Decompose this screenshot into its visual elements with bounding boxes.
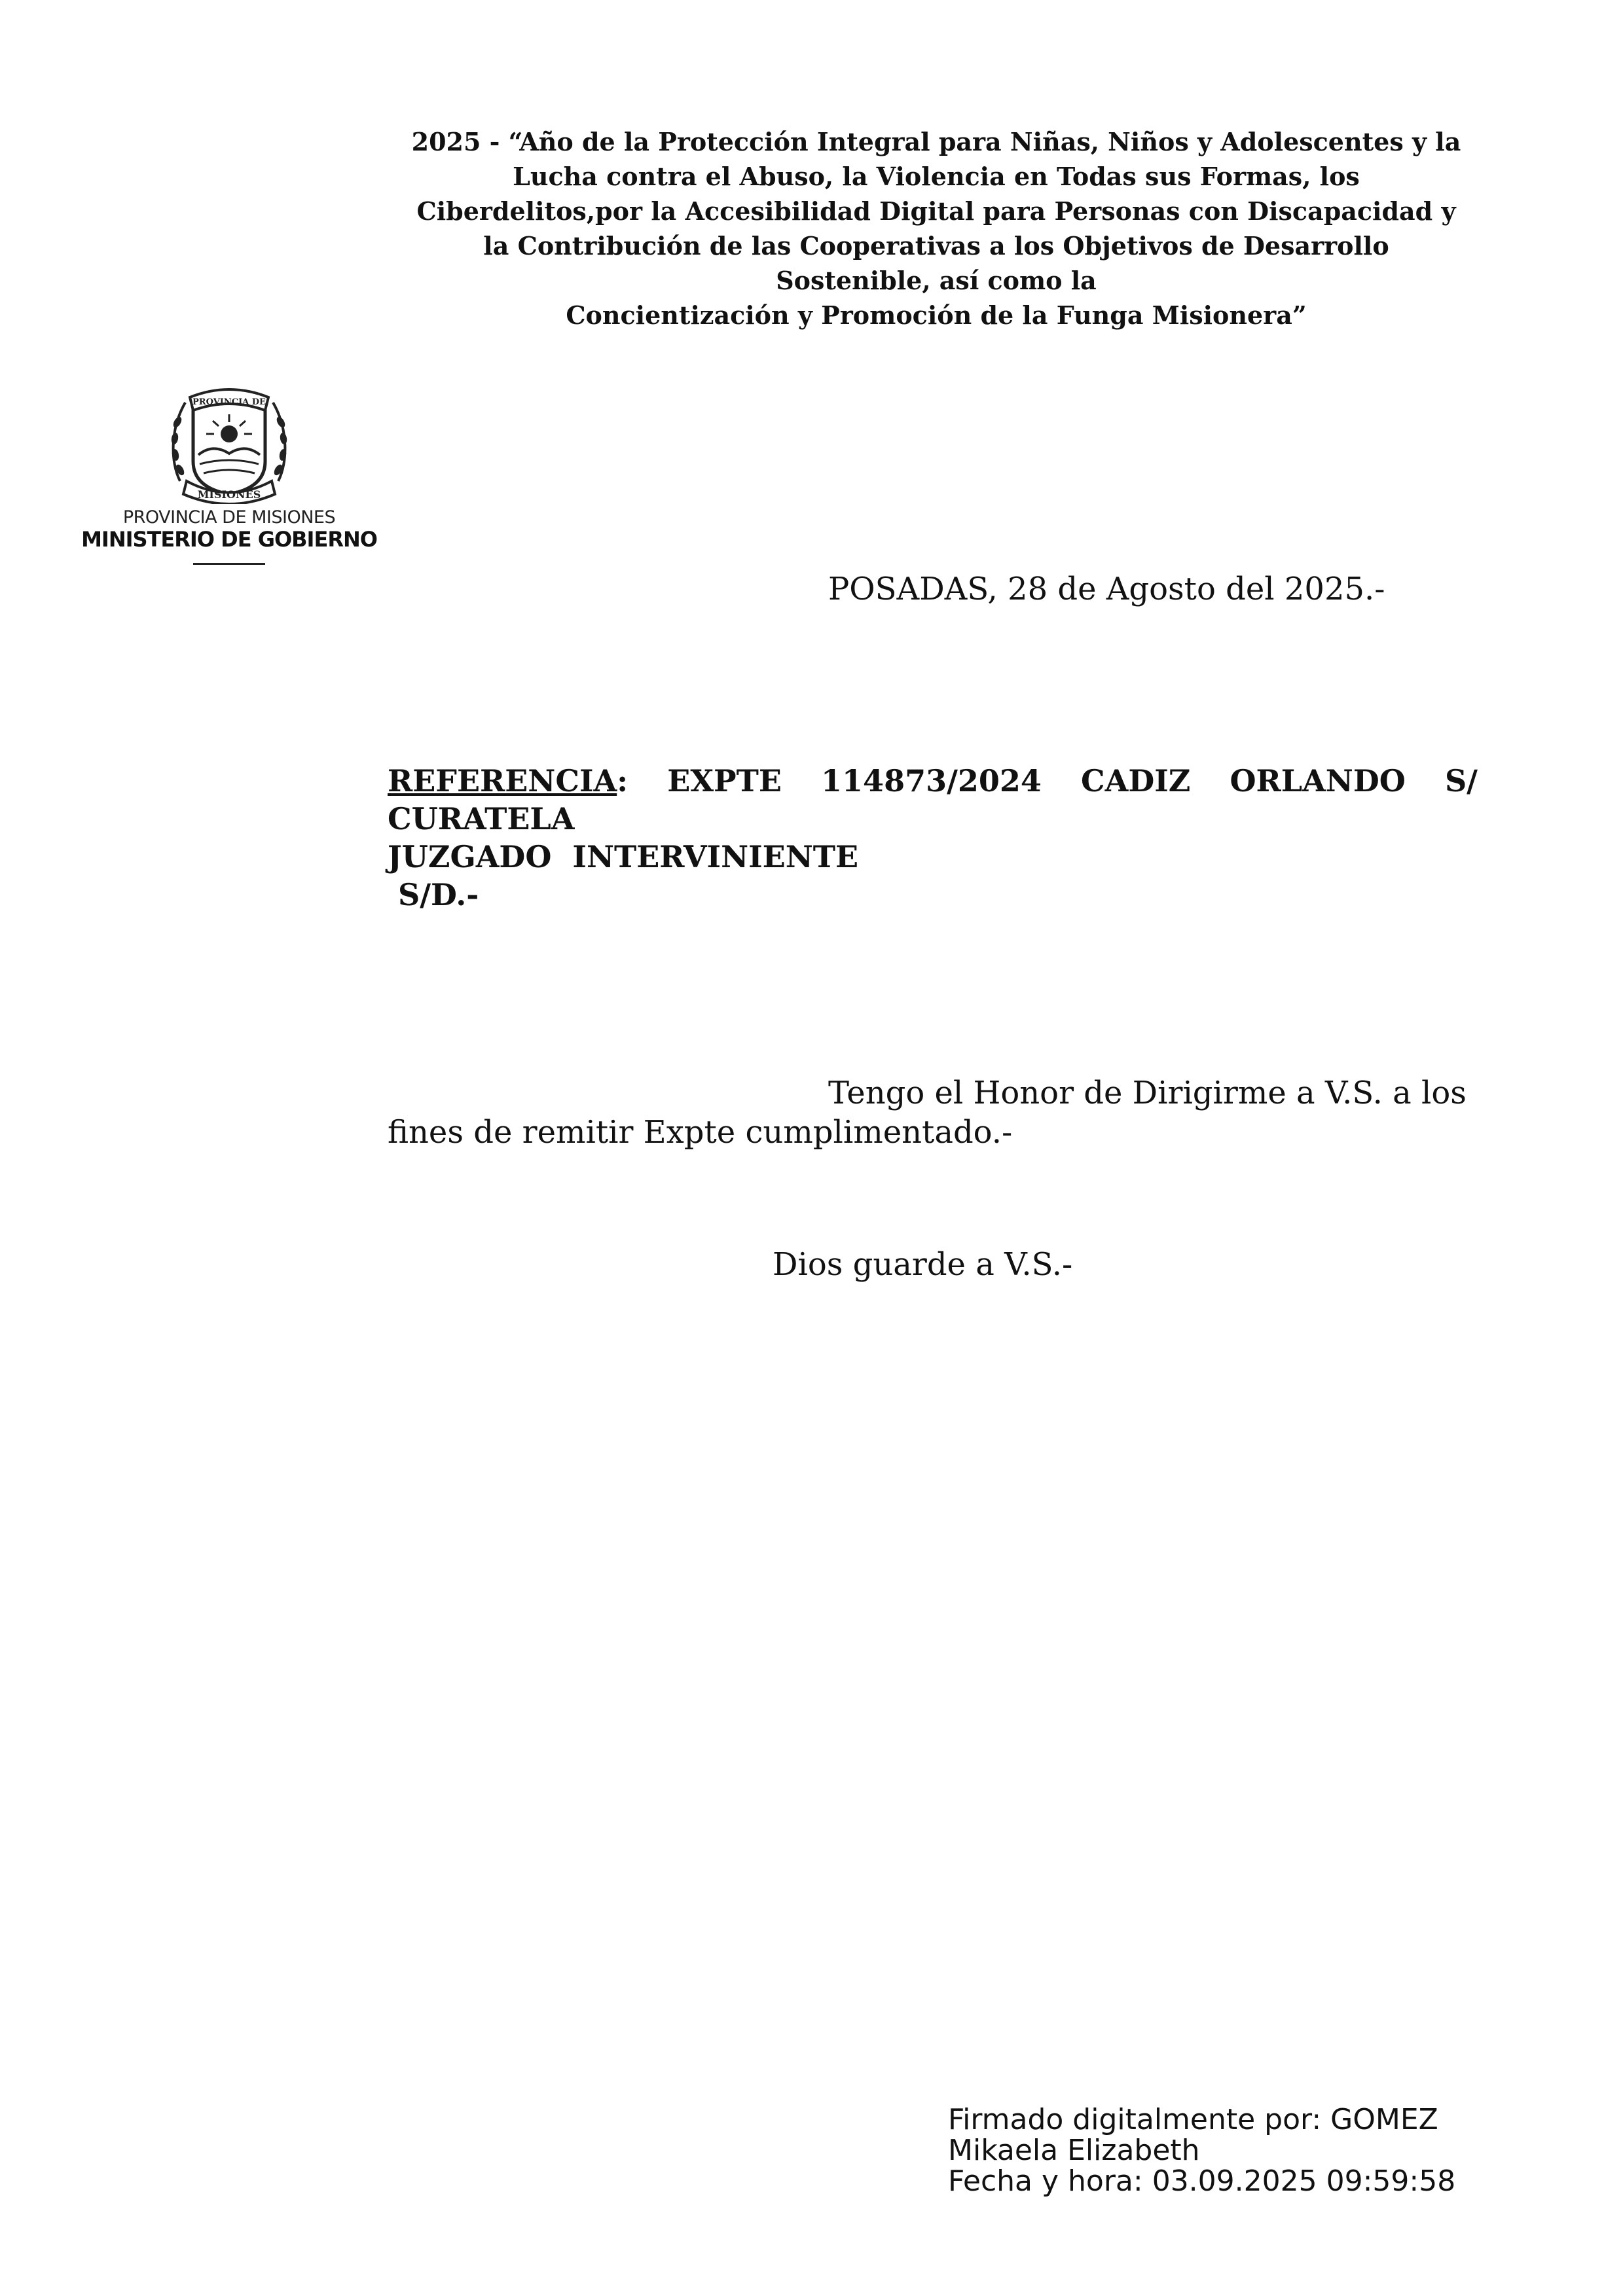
signature-line: Firmado digitalmente por: GOMEZ: [948, 2103, 1438, 2136]
reference-colon: :: [617, 763, 629, 798]
motto-line: la Contribución de las Cooperativas a los Objetivos de Desarrollo: [483, 231, 1389, 260]
reference-word: CADIZ: [1081, 763, 1191, 798]
reference-block: [388, 762, 1478, 914]
reference-word: ORLANDO: [1230, 763, 1406, 798]
reference-label-group: [388, 762, 628, 800]
place-and-date: POSADAS, 28 de Agosto del 2025.-: [828, 571, 1385, 607]
reference-word: S/: [1444, 763, 1478, 798]
motto-line: 2025 - “Año de la Protección Integral para Niñas, Niños y Adolescentes y la: [411, 127, 1461, 156]
svg-text:MISIONES: MISIONES: [197, 488, 261, 501]
motto-line: Ciberdelitos,por la Accesibilidad Digital para Personas con Discapacidad y: [416, 196, 1456, 226]
provincial-seal-icon: [167, 383, 291, 504]
signature-line: Mikaela Elizabeth: [948, 2134, 1200, 2167]
logo-province-text: PROVINCIA DE MISIONES: [122, 507, 336, 528]
closing-salutation: Dios guarde a V.S.-: [773, 1246, 1073, 1283]
body-line: Tengo el Honor de Dirigirme a V.S. a los: [828, 1075, 1467, 1111]
logo-divider: [193, 563, 265, 565]
svg-text:PROVINCIA DE: PROVINCIA DE: [192, 397, 266, 407]
digital-signature: [948, 2104, 1455, 2197]
reference-subject: CURATELA: [388, 801, 575, 836]
motto-line: Lucha contra el Abuso, la Violencia en Todas sus Formas, los: [513, 162, 1360, 191]
ministry-logo: [72, 383, 386, 573]
official-year-motto: [380, 124, 1493, 332]
body-line: fines de remitir Expte cumplimentado.-: [388, 1114, 1013, 1151]
letter-body: [388, 1073, 1478, 1152]
signature-line: Fecha y hora: 03.09.2025 09:59:58: [948, 2164, 1456, 2198]
motto-line: Concientización y Promoción de la Funga Misionera”: [566, 300, 1307, 330]
reference-case-number: 114873/2024: [821, 763, 1042, 798]
reference-word: EXPTE: [667, 763, 782, 798]
logo-ministry-text: MINISTERIO DE GOBIERNO: [81, 527, 377, 552]
motto-line: Sostenible, así como la: [776, 266, 1097, 295]
addressee-sd: S/D.-: [388, 877, 479, 912]
addressee: JUZGADO INTERVINIENTE: [388, 839, 859, 874]
reference-line: [388, 762, 1478, 800]
reference-label: REFERENCIA: [388, 763, 617, 798]
